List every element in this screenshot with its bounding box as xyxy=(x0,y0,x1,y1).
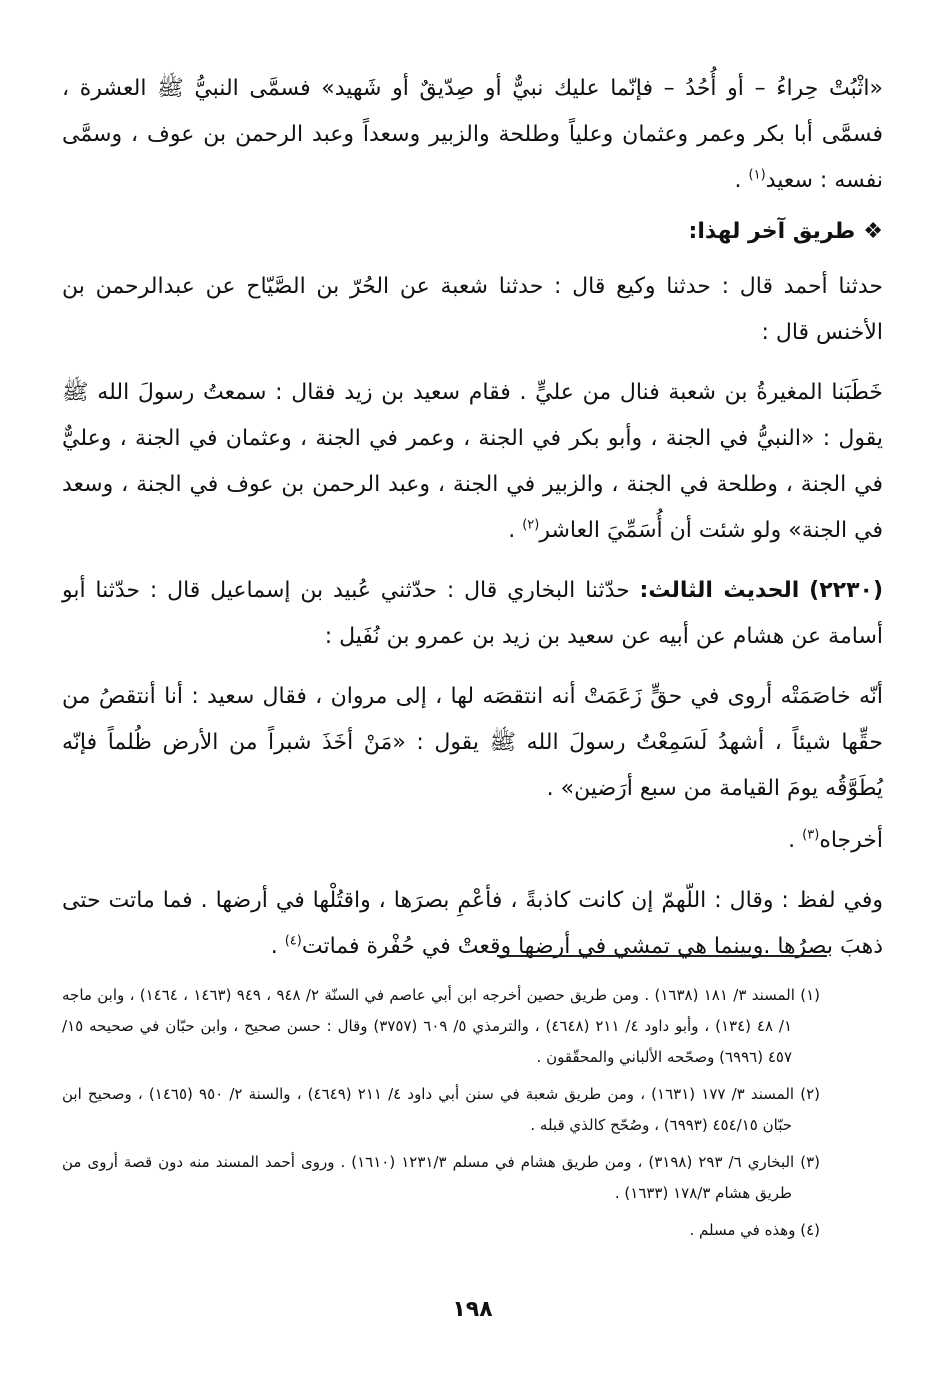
footnote-ref-3: (٣) xyxy=(802,827,820,843)
paragraph-2-text: حدثنا أحمد قال : حدثنا وكيع قال : حدثنا شعبة عن الحُرّ بن الصَّيّاح عن عبدالرحمن بن الأخنس قال : xyxy=(62,274,883,345)
paragraph-2 xyxy=(62,264,883,356)
page-number: ١٩٨ xyxy=(452,1297,493,1322)
main-text xyxy=(62,66,883,984)
footnote-divider xyxy=(497,955,827,957)
section-heading xyxy=(62,210,883,254)
footnote-2: (٢) المسند ٣/ ١٧٧ (١٦٣١) ، ومن طريق شعبة في سنن أبي داود ٤/ ٢١١ (٤٦٤٩) ، والسنة ٢/ ٩٥٠ (١٤٦٥) ، وصحيح ابن حبّان ٤٥٤/١٥ (٦٩٩٣) ، وصُحّح كالذي قبله . xyxy=(62,1085,820,1134)
paragraph-1-end: . xyxy=(734,168,749,193)
paragraph-4-text: حدّثنا البخاري قال : حدّثني عُبيد بن إسماعيل قال : حدّثنا أبو أسامة عن هشام عن أبيه عن سعيد بن زيد بن عمرو بن نُفَيل : xyxy=(62,578,883,649)
paragraph-6-text: أخرجاه xyxy=(819,828,883,853)
paragraph-3-text: خَطَبَنا المغيرةُ بن شعبة فنال من عليٍّ . فقام سعيد بن زيد فقال : سمعتُ رسولَ الله ﷺ يقول : «النبيُّ في الجنة ، وأبو بكر في الجنة ، وعمر في الجنة ، وعثمان في الجنة ، وعليٌّ في الجنة ، وطلحة في الجنة ، والزبير في الجنة ، وعبد الرحمن بن عوف في الجنة ، وسعد في الجنة» ولو شئت أن أُسَمِّيَ العاشر xyxy=(62,380,883,543)
paragraph-5 xyxy=(62,674,883,812)
footnote-1: (١) المسند ٣/ ١٨١ (١٦٣٨) . ومن طريق حصين أخرجه ابن أبي عاصم في السنّة ٢/ ٩٤٨ ، ٩٤٩ (١٤٦٣ ، ١٤٦٤) ، وابن ماجه ١/ ٤٨ (١٣٤) ، وأبو داود ٤/ ٢١١ (٤٦٤٨) ، والترمذي ٥/ ٦٠٩ (٣٧٥٧) وقال : حسن صحيح ، وابن حبّان في صحيحه ١٥/ ٤٥٧ (٦٩٩٦) وصحّحه الألباني والمحقّقون . xyxy=(62,986,820,1066)
footnote-ref-1: (١) xyxy=(748,167,766,183)
footnotes xyxy=(62,980,820,1252)
paragraph-5-text: أنّه خاصَمَتْه أروى في حقٍّ زَعَمَتْ أنه انتقصَه لها ، إلى مروان ، فقال سعيد : أنا أنتقصُ من حقِّها شيئاً ، أشهدُ لَسَمِعْتُ رسولَ الله ﷺ يقول : «مَنْ أخَذَ شبراً من الأرض ظُلماً فإنّه يُطَوَّقُه يومَ القيامة من سبع أرَضين» . xyxy=(62,684,883,801)
hadith-number: (٢٢٣٠) xyxy=(809,578,884,603)
paragraph-3 xyxy=(62,370,883,554)
paragraph-7-end: . xyxy=(270,934,285,959)
footnote-3: (٣) البخاري ٦/ ٢٩٣ (٣١٩٨) ، ومن طريق هشام في مسلم ١٢٣١/٣ (١٦١٠) . وروى أحمد المسند منه دون قصة أروى من طريق هشام ١٧٨/٣ (١٦٣٣) . xyxy=(62,1153,821,1202)
paragraph-7-text: وفي لفظ : وقال : اللّهمّ إن كانت كاذبةً ، فأعْمِ بصرَها ، واقتُلْها في أرضها . فما ماتت حتى ذهبَ بصرُها .وبينما هي تمشي في أرضها وقعتْ في حُفْرة فماتت xyxy=(62,888,883,959)
footnote-ref-4: (٤) xyxy=(284,933,302,949)
section-heading-text: طريق آخر لهذا: xyxy=(688,219,856,244)
paragraph-1 xyxy=(62,66,883,204)
footnote-ref-2: (٢) xyxy=(522,517,540,533)
paragraph-6-end: . xyxy=(788,828,803,853)
paragraph-1-text: «اثْبُتْ حِراءُ – أو أُحُدُ – فإنّما عليك نبيٌّ أو صِدّيقٌ أو شَهيد» فسمَّى النبيُّ ﷺ العشرة ، فسمَّى أبا بكر وعمر وعثمان وعلياً وطلحة والزبير وسعداً وعبد الرحمن بن عوف ، وسمَّى نفسه : سعيد xyxy=(62,76,883,193)
paragraph-4 xyxy=(62,568,883,660)
hadith-title: الحديث الثالث: xyxy=(639,578,800,603)
paragraph-6 xyxy=(62,818,883,864)
footnote-4: (٤) وهذه في مسلم . xyxy=(689,1221,820,1239)
paragraph-3-end: . xyxy=(508,518,523,543)
diamond-bullet-icon: ❖ xyxy=(863,219,883,244)
